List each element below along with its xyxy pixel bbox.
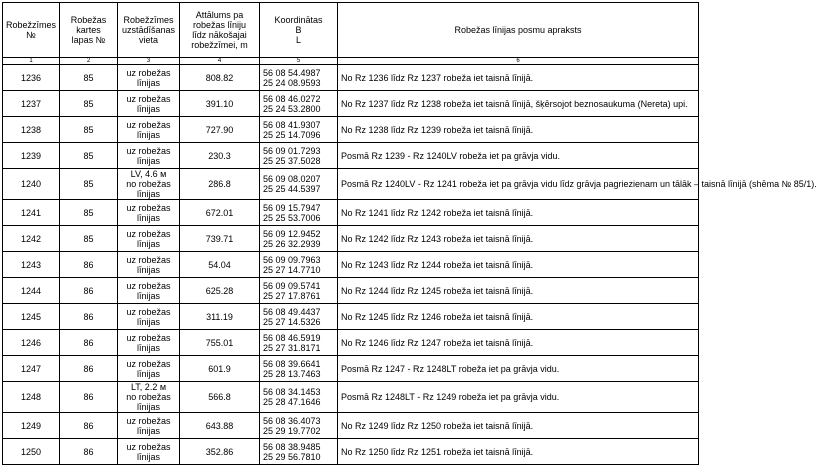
marker-number: 1246 xyxy=(3,330,60,356)
table-row xyxy=(3,330,699,356)
latitude-value: 56 08 36.4073 xyxy=(263,415,321,426)
latitude-value: 56 08 39.6641 xyxy=(263,358,321,369)
distance-value: 391.10 xyxy=(180,91,260,117)
location-line: uz robežas xyxy=(126,145,171,156)
location-line: līnijas xyxy=(136,342,160,353)
table-row xyxy=(3,200,699,226)
longitude-value: 25 29 56.7810 xyxy=(263,451,321,462)
distance-value: 755.01 xyxy=(180,330,260,356)
segment-description: No Rz 1241 līdz Rz 1242 robeža iet taisnā līnijā. xyxy=(338,200,699,226)
location-line: uz robežas xyxy=(126,332,171,343)
longitude-value: 25 27 14.5326 xyxy=(263,316,321,327)
coordinates xyxy=(260,439,338,465)
map-sheet-number: 86 xyxy=(60,304,118,330)
header-description: Robežas līnijas posmu apraksts xyxy=(338,3,699,58)
install-location xyxy=(118,117,180,143)
table-row xyxy=(3,65,699,91)
map-sheet-number: 86 xyxy=(60,278,118,304)
column-index: 3 xyxy=(118,58,180,65)
latitude-value: 56 08 49.4437 xyxy=(263,306,321,317)
location-line: līnijas xyxy=(136,368,160,379)
distance-value: 643.88 xyxy=(180,413,260,439)
marker-number: 1250 xyxy=(3,439,60,465)
longitude-value: 25 29 19.7702 xyxy=(263,425,321,436)
distance-value: 808.82 xyxy=(180,65,260,91)
column-index: 6 xyxy=(338,58,699,65)
segment-description: No Rz 1244 līdz Rz 1245 robeža iet taisnā līnijā. xyxy=(338,278,699,304)
table-row xyxy=(3,278,699,304)
install-location xyxy=(118,382,180,413)
table-row xyxy=(3,382,699,413)
segment-description: Posmā Rz 1248LT - Rz 1249 robeža iet pa grāvja vidu. xyxy=(338,382,699,413)
location-line: līnijas xyxy=(136,77,160,88)
marker-number: 1244 xyxy=(3,278,60,304)
install-location xyxy=(118,252,180,278)
map-sheet-number: 85 xyxy=(60,117,118,143)
location-line: līnijas xyxy=(136,425,160,436)
location-line: līnijas xyxy=(136,189,160,199)
latitude-value: 56 09 12.9452 xyxy=(263,228,321,239)
segment-description: No Rz 1249 līdz Rz 1250 robeža iet taisnā līnijā. xyxy=(338,413,699,439)
coordinates xyxy=(260,91,338,117)
install-location xyxy=(118,304,180,330)
distance-value: 727.90 xyxy=(180,117,260,143)
column-index: 2 xyxy=(60,58,118,65)
table-row xyxy=(3,439,699,465)
location-line: līnijas xyxy=(136,103,160,114)
longitude-value: 25 27 14.7710 xyxy=(263,264,321,275)
header-marker-number: Robežzīmes № xyxy=(3,3,60,58)
latitude-value: 56 09 09.5741 xyxy=(263,280,321,291)
map-sheet-number: 85 xyxy=(60,143,118,169)
segment-description: Posmā Rz 1240LV - Rz 1241 robeža iet pa grāvja vidu līdz grāvja pagriezienam un tālāk – taisnā līnijā (shēma № 85/1). xyxy=(338,169,699,200)
coordinates xyxy=(260,117,338,143)
map-sheet-number: 86 xyxy=(60,356,118,382)
map-sheet-number: 86 xyxy=(60,413,118,439)
latitude-value: 56 08 54.4987 xyxy=(263,67,321,78)
segment-description: Posmā Rz 1239 - Rz 1240LV robeža iet pa grāvja vidu. xyxy=(338,143,699,169)
marker-number: 1241 xyxy=(3,200,60,226)
marker-number: 1247 xyxy=(3,356,60,382)
latitude-value: 56 08 38.9485 xyxy=(263,441,321,452)
install-location xyxy=(118,143,180,169)
coordinates xyxy=(260,65,338,91)
table-row xyxy=(3,252,699,278)
distance-value: 739.71 xyxy=(180,226,260,252)
distance-value: 54.04 xyxy=(180,252,260,278)
map-sheet-number: 85 xyxy=(60,65,118,91)
install-location xyxy=(118,356,180,382)
marker-number: 1249 xyxy=(3,413,60,439)
location-line: līnijas xyxy=(136,451,160,462)
location-line: uz robežas xyxy=(126,228,171,239)
column-index: 4 xyxy=(180,58,260,65)
marker-number: 1243 xyxy=(3,252,60,278)
column-index: 5 xyxy=(260,58,338,65)
coordinates xyxy=(260,330,338,356)
map-sheet-number: 86 xyxy=(60,439,118,465)
location-line: LT, 2.2 м xyxy=(130,382,167,392)
longitude-value: 25 25 53.7006 xyxy=(263,212,321,223)
longitude-value: 25 27 17.8761 xyxy=(263,290,321,301)
latitude-value: 56 09 09.7963 xyxy=(263,254,321,265)
marker-number: 1245 xyxy=(3,304,60,330)
marker-number: 1248 xyxy=(3,382,60,413)
marker-number: 1242 xyxy=(3,226,60,252)
marker-number: 1239 xyxy=(3,143,60,169)
distance-value: 311.19 xyxy=(180,304,260,330)
install-location xyxy=(118,439,180,465)
install-location xyxy=(118,169,180,200)
marker-number: 1236 xyxy=(3,65,60,91)
location-line: LV, 4.6 м xyxy=(130,169,167,179)
longitude-value: 25 24 53.2800 xyxy=(263,103,321,114)
coordinates xyxy=(260,252,338,278)
header-row xyxy=(3,3,699,58)
segment-description: No Rz 1237 līdz Rz 1238 robeža iet taisnā līnijā, šķērsojot beznosaukuma (Nereta) upi. xyxy=(338,91,699,117)
header-map-sheet: Robežas kartes lapas № xyxy=(60,3,118,58)
segment-description: No Rz 1250 līdz Rz 1251 robeža iet taisnā līnijā. xyxy=(338,439,699,465)
segment-description: No Rz 1243 līdz Rz 1244 robeža iet taisnā līnijā. xyxy=(338,252,699,278)
install-location xyxy=(118,278,180,304)
coordinates xyxy=(260,304,338,330)
table-row xyxy=(3,169,699,200)
location-line: no robežas xyxy=(126,392,171,402)
table-row xyxy=(3,356,699,382)
install-location xyxy=(118,65,180,91)
location-line: līnijas xyxy=(136,155,160,166)
location-line: uz robežas xyxy=(126,202,171,213)
distance-value: 230.3 xyxy=(180,143,260,169)
marker-number: 1238 xyxy=(3,117,60,143)
longitude-value: 25 28 13.7463 xyxy=(263,368,321,379)
location-line: uz robežas xyxy=(126,415,171,426)
install-location xyxy=(118,200,180,226)
location-line: uz robežas xyxy=(126,119,171,130)
distance-value: 601.9 xyxy=(180,356,260,382)
table-row xyxy=(3,226,699,252)
longitude-value: 25 27 31.8171 xyxy=(263,342,321,353)
coordinates xyxy=(260,200,338,226)
map-sheet-number: 85 xyxy=(60,169,118,200)
table-row xyxy=(3,413,699,439)
map-sheet-number: 85 xyxy=(60,226,118,252)
table-row xyxy=(3,143,699,169)
segment-description: No Rz 1238 līdz Rz 1239 robeža iet taisnā līnijā. xyxy=(338,117,699,143)
segment-description: No Rz 1246 līdz Rz 1247 robeža iet taisnā līnijā. xyxy=(338,330,699,356)
latitude-value: 56 08 46.0272 xyxy=(263,93,321,104)
marker-number: 1240 xyxy=(3,169,60,200)
location-line: līnijas xyxy=(136,238,160,249)
longitude-value: 25 28 47.1646 xyxy=(263,397,321,407)
latitude-value: 56 08 41.9307 xyxy=(263,119,321,130)
map-sheet-number: 86 xyxy=(60,252,118,278)
location-line: līnijas xyxy=(136,402,160,412)
location-line: uz robežas xyxy=(126,358,171,369)
column-index: 1 xyxy=(3,58,60,65)
coordinates xyxy=(260,169,338,200)
location-line: uz robežas xyxy=(126,93,171,104)
header-install-location: Robežzīmes uzstādīšanas vieta xyxy=(118,3,180,58)
location-line: līnijas xyxy=(136,129,160,140)
segment-description: No Rz 1245 līdz Rz 1246 robeža iet taisnā līnijā. xyxy=(338,304,699,330)
map-sheet-number: 85 xyxy=(60,200,118,226)
header-coordinates: Koordinātas B L xyxy=(260,3,338,58)
install-location xyxy=(118,226,180,252)
longitude-value: 25 25 14.7096 xyxy=(263,129,321,140)
location-line: uz robežas xyxy=(126,441,171,452)
location-line: uz robežas xyxy=(126,280,171,291)
location-line: līnijas xyxy=(136,212,160,223)
latitude-value: 56 09 08.0207 xyxy=(263,174,321,184)
marker-number: 1237 xyxy=(3,91,60,117)
distance-value: 286.8 xyxy=(180,169,260,200)
longitude-value: 25 24 08.9593 xyxy=(263,77,321,88)
location-line: līnijas xyxy=(136,290,160,301)
table-row xyxy=(3,91,699,117)
map-sheet-number: 85 xyxy=(60,91,118,117)
latitude-value: 56 08 46.5919 xyxy=(263,332,321,343)
header-distance: Attālums pa robežas līniju līdz nākošajai robežzīmei, m xyxy=(180,3,260,58)
table-body xyxy=(3,65,817,465)
coordinates xyxy=(260,226,338,252)
install-location xyxy=(118,330,180,356)
longitude-value: 25 25 37.5028 xyxy=(263,155,321,166)
location-line: līnijas xyxy=(136,316,160,327)
latitude-value: 56 09 15.7947 xyxy=(263,202,321,213)
distance-value: 566.8 xyxy=(180,382,260,413)
coordinates xyxy=(260,356,338,382)
longitude-value: 25 26 32.2939 xyxy=(263,238,321,249)
map-sheet-number: 86 xyxy=(60,330,118,356)
table-row xyxy=(3,117,699,143)
latitude-value: 56 09 01.7293 xyxy=(263,145,321,156)
coordinates xyxy=(260,382,338,413)
location-line: uz robežas xyxy=(126,254,171,265)
segment-description: No Rz 1242 līdz Rz 1243 robeža iet taisnā līnijā. xyxy=(338,226,699,252)
distance-value: 625.28 xyxy=(180,278,260,304)
map-sheet-number: 86 xyxy=(60,382,118,413)
location-line: uz robežas xyxy=(126,306,171,317)
column-index-row xyxy=(3,58,699,65)
segment-description: No Rz 1236 līdz Rz 1237 robeža iet taisnā līnijā. xyxy=(338,65,699,91)
longitude-value: 25 25 44.5397 xyxy=(263,184,321,194)
location-line: līnijas xyxy=(136,264,160,275)
latitude-value: 56 08 34.1453 xyxy=(263,387,321,397)
coordinates xyxy=(260,143,338,169)
install-location xyxy=(118,413,180,439)
location-line: uz robežas xyxy=(126,67,171,78)
distance-value: 672.01 xyxy=(180,200,260,226)
coordinates xyxy=(260,278,338,304)
distance-value: 352.86 xyxy=(180,439,260,465)
boundary-table xyxy=(2,2,817,465)
install-location xyxy=(118,91,180,117)
location-line: no robežas xyxy=(126,179,171,189)
coordinates xyxy=(260,413,338,439)
segment-description: Posmā Rz 1247 - Rz 1248LT robeža iet pa grāvja vidu. xyxy=(338,356,699,382)
table-row xyxy=(3,304,699,330)
